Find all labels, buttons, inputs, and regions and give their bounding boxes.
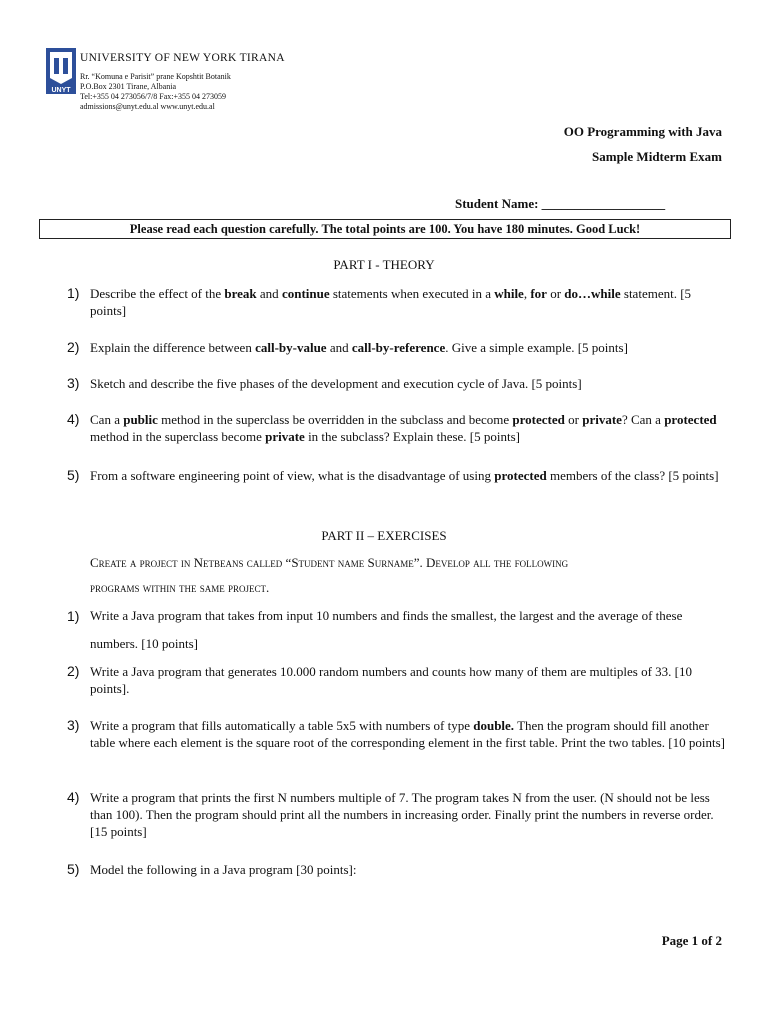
address-line: Rr. “Komuna e Parisit” prane Kopshtit Botanik xyxy=(80,72,231,81)
question-text: Explain the difference between call-by-value and call-by-reference. Give a simple example. [5 points] xyxy=(90,340,628,355)
course-title: OO Programming with Java xyxy=(563,124,722,139)
university-name: UNIVERSITY OF NEW YORK TIRANA xyxy=(80,52,285,64)
address-line: P.O.Box 2301 Tirane, Albania xyxy=(80,82,177,91)
university-logo xyxy=(46,48,76,94)
logo-shield-icon xyxy=(46,48,76,94)
address-line: admissions@unyt.edu.al www.unyt.edu.al xyxy=(80,102,215,111)
question-item xyxy=(67,411,727,445)
address-line: Tel:+355 04 273056/7/8 Fax:+355 04 273059 xyxy=(80,92,227,101)
part2-instructions: Create a project in Netbeans called “Student name Surname”. Develop all the following xyxy=(90,555,569,570)
exercise-text: Write a Java program that takes from input 10 numbers and finds the smallest, the largest and the average of these numbers. [10 points] xyxy=(90,608,683,651)
question-number: 3) xyxy=(67,375,80,391)
question-text: Sketch and describe the five phases of the development and execution cycle of Java. [5 points] xyxy=(90,376,582,391)
exercise-item xyxy=(67,717,727,751)
part2-instructions: programs within the same project. xyxy=(90,580,270,595)
exercise-number: 4) xyxy=(67,789,80,805)
question-text: Can a public method in the superclass be overridden in the subclass and become protected or private? Can a protected method in the superclass become private in the subclass? Explain these. [5 points] xyxy=(90,412,717,444)
exercise-text: Write a program that fills automatically a table 5x5 with numbers of type double. Then the program should fill another table where each element is the square root of the corresponding element in the first table. Print the two tables. [10 points] xyxy=(90,718,726,750)
question-number: 4) xyxy=(67,411,80,427)
page-number: Page 1 of 2 xyxy=(661,933,722,948)
exercise-text: Write a Java program that generates 10.000 random numbers and counts how many of them are multiples of 33. [10 points]. xyxy=(90,664,693,696)
question-number: 1) xyxy=(67,285,80,301)
part2-title: PART II – EXERCISES xyxy=(321,528,447,543)
question-item xyxy=(67,339,727,356)
exercise-number: 5) xyxy=(67,861,80,877)
question-number: 2) xyxy=(67,339,80,355)
question-number: 5) xyxy=(67,467,80,483)
exercise-item xyxy=(67,789,727,840)
exercise-number: 2) xyxy=(67,663,80,679)
instructions-box: Please read each question carefully. The total points are 100. You have 180 minutes. Good Luck! xyxy=(39,219,731,239)
exercise-text: Model the following in a Java program [30 points]: xyxy=(90,862,357,877)
student-name-field: Student Name: ___________________ xyxy=(455,196,666,211)
question-text: Describe the effect of the break and continue statements when executed in a while, for or do…while statement. [5 points] xyxy=(90,286,692,318)
part1-title: PART I - THEORY xyxy=(333,257,435,272)
exam-title: Sample Midterm Exam xyxy=(592,149,722,164)
question-text: From a software engineering point of view, what is the disadvantage of using protected members of the class? [5 points] xyxy=(90,468,719,483)
exercise-item xyxy=(67,602,727,658)
exercise-item xyxy=(67,861,727,878)
question-item xyxy=(67,375,727,392)
svg-text:UNYT: UNYT xyxy=(51,87,71,94)
exercise-text: Write a program that prints the first N numbers multiple of 7. The program takes N from the user. (N should not be less than 100). Then the program should print all the numbers in increasing order. Finally print the numbers in reverse order. [15 points] xyxy=(90,790,714,839)
question-item xyxy=(67,285,727,319)
question-item xyxy=(67,467,727,484)
exercise-number: 1) xyxy=(67,608,80,624)
exercise-item xyxy=(67,663,727,697)
exercise-number: 3) xyxy=(67,717,80,733)
